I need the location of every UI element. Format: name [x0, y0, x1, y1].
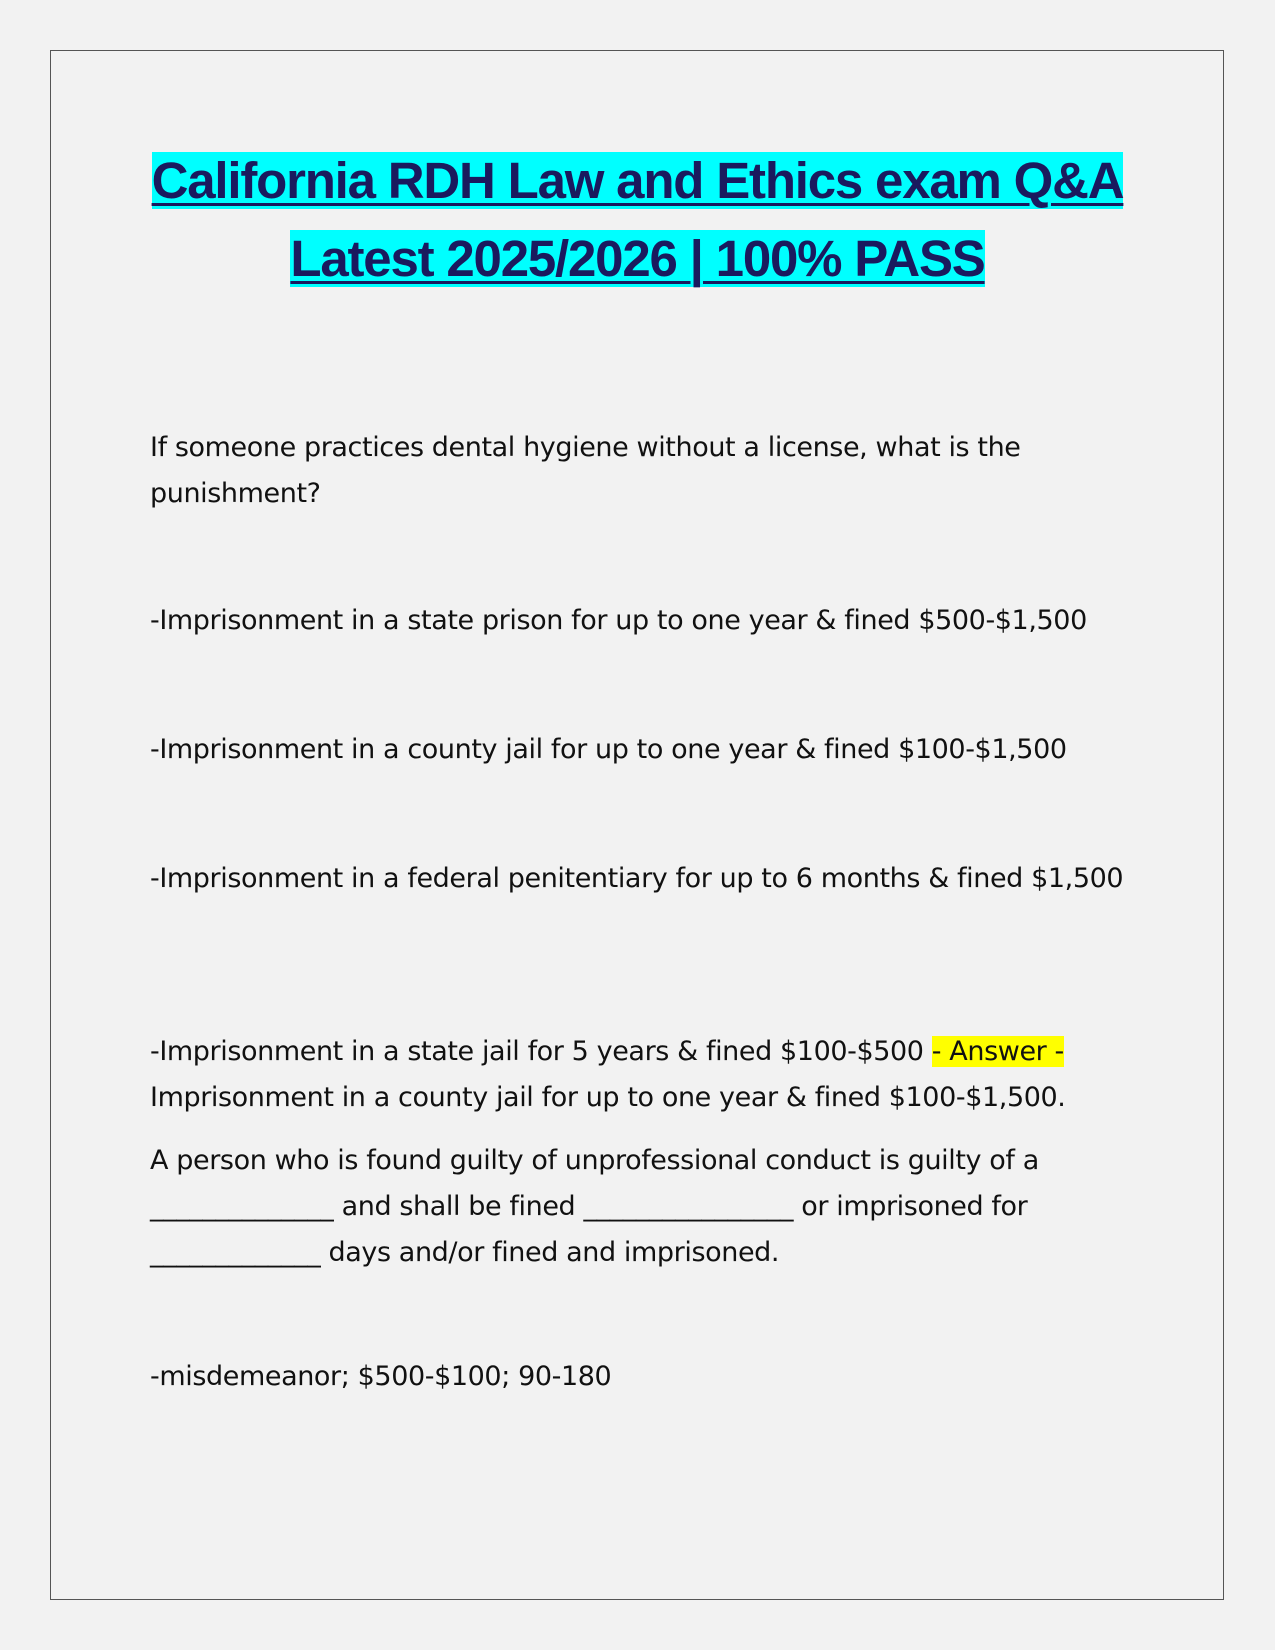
document-title-text: California RDH Law and Ethics exam Q&A Latest 2025/2026 | 100% PASS [151, 152, 1124, 287]
answer-marker: - Answer - [931, 1036, 1064, 1067]
question-2-option-1: -misdemeanor; $500-$100; 90-180 [150, 1361, 612, 1392]
question-1-option-3: -Imprisonment in a federal penitentiary for up to 6 months & fined $1,500 [150, 863, 1124, 894]
question-1-option-2: -Imprisonment in a county jail for up to one year & fined $100-$1,500 [150, 734, 1067, 765]
question-1-option-4: -Imprisonment in a state jail for 5 years & fined $100-$500 [150, 1036, 924, 1067]
question-2-text: A person who is found guilty of unprofessional conduct is guilty of a ______________ and shall be fined ________________ or imprisoned for _____________ days and/or fined and imprisoned. [150, 1145, 1039, 1268]
question-1-option-4-with-answer [150, 1029, 1125, 1121]
question-1-text: If someone practices dental hygiene without a license, what is the punishment? [150, 432, 1021, 509]
question-1-answer: Imprisonment in a county jail for up to one year & fined $100-$1,500. [150, 1082, 1066, 1113]
question-1-option-1: -Imprisonment in a state prison for up to one year & fined $500-$1,500 [150, 605, 1087, 636]
document-title [150, 142, 1125, 298]
